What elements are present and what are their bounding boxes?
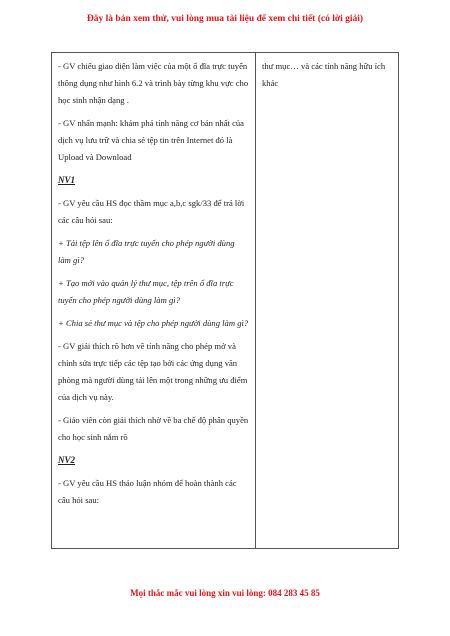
lesson-table: [51, 52, 399, 549]
task-heading-nv1: NV1: [58, 175, 76, 185]
paragraph: - GV chiếu giao diện làm việc của một ổ đĩa trực tuyến thông dụng như hình 6.2 và trình bày từng khu vực cho học sinh nhận dạng .: [58, 61, 249, 105]
task-heading-nv2: NV2: [58, 455, 76, 465]
question-item: + Tạo mới vào quản lý thư mục, tệp trên ổ đĩa trực tuyến cho phép người dùng làm gì?: [58, 278, 234, 305]
paragraph: - GV nhấn mạnh: khám phá tính năng cơ bản nhất của dịch vụ lưu trữ và chia sẻ tệp tin trên Internet đó là Upload và Download: [58, 118, 244, 162]
paragraph: - Giáo viên còn giải thích nhờ về ba chế độ phân quyền cho học sinh nắm rõ: [58, 415, 249, 442]
activity-column: [52, 53, 256, 549]
paragraph: - GV yêu cầu HS thảo luận nhóm để hoàn thành các câu hỏi sau:: [58, 478, 237, 505]
preview-banner: Đây là bản xem thử, vui lòng mua tài liệu để xem chi tiết (có lời giải): [86, 14, 364, 24]
contact-footer: Mọi thắc mắc vui lòng xin vui lòng: 084 283 45 85: [130, 588, 320, 598]
paragraph: - GV giải thích rõ hơn về tính năng cho phép mở và chỉnh sửa trực tiếp các tệp tạo bởi các ứng dụng văn phòng mà người dùng tải lên một trong những ưu điểm của dịch vụ này.: [58, 341, 248, 402]
question-item: + Chia sẻ thư mục và tệp cho phép người dùng làm gì?: [58, 318, 249, 328]
paragraph: - GV yêu cầu HS đọc thầm mục a,b,c sgk/33 để trả lời các câu hỏi sau:: [58, 198, 245, 225]
question-item: + Tải tệp lên ổ đĩa trực tuyến cho phép người dùng làm gì?: [58, 238, 235, 265]
table-row: [52, 53, 399, 549]
product-column: [256, 53, 399, 549]
paragraph: thư mục… và các tính năng hữu ích khác: [262, 61, 386, 88]
